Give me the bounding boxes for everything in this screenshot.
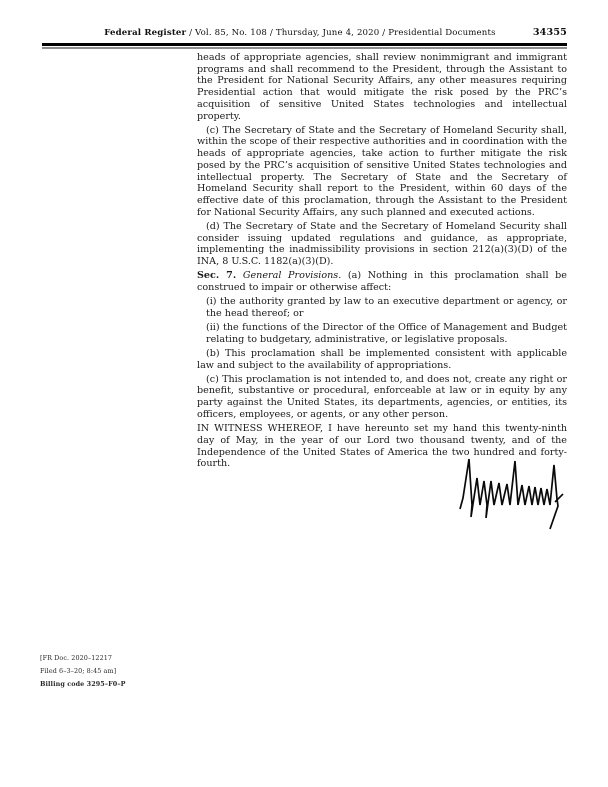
- page-header: [42, 27, 567, 38]
- paragraph-b-implementation: (b) This proclamation shall be implemented consistent with applicable law and subject to the availability of appropriations.: [197, 347, 567, 371]
- paragraph-sec7-general-provisions: [197, 270, 567, 293]
- billing-code-line: Billing code 3295–F0–P: [40, 680, 126, 689]
- paragraph-in-witness-whereof: IN WITNESS WHEREOF, I have hereunto set my hand this twenty-ninth day of May, in the year of our Lord two thousand twenty, and of the Independence of the United States of America the two hundred and forty-fourth.: [197, 423, 567, 470]
- fr-doc-line: [FR Doc. 2020–12217: [40, 654, 113, 662]
- header-title: [42, 28, 533, 38]
- header-rule-thick: [42, 43, 567, 46]
- document-body: [197, 52, 567, 472]
- page-number: 34355: [532, 27, 567, 38]
- clause-ii-omb-functions: (ii) the functions of the Director of the Office of Management and Budget relating to budgetary, administrative, or legislative proposals.: [206, 321, 567, 345]
- paragraph-continuation: heads of appropriate agencies, shall review nonimmigrant and immigrant programs and shall recommend to the President, through the Assistant to the President for National Security Affairs, any other measures requiring Presidential action that would mitigate the risk posed by the PRC’s acquisition of sensitive United States technologies and intellectual property.: [197, 52, 567, 122]
- section-number: Sec. 7.: [197, 270, 237, 282]
- filing-footer: [40, 652, 126, 692]
- journal-name: Federal Register: [104, 28, 187, 38]
- issue-info: / Vol. 85, No. 108 / Thursday, June 4, 2020 / Presidential Documents: [186, 28, 496, 38]
- section-title: General Provisions.: [236, 270, 342, 282]
- paragraph-c-secretaries-action: (c) The Secretary of State and the Secretary of Homeland Security shall, within the scope of their respective authorities and in coordination with the heads of appropriate agencies, take action to further mitigate the risk posed by the PRC’s acquisition of sensitive United States technologies and intellectual property. The Secretary of State and the Secretary of Homeland Security shall report to the President, within 60 days of the effective date of this proclamation, through the Assistant to the President for National Security Affairs, any such planned and executed actions.: [197, 124, 567, 218]
- paragraph-c-no-rights: (c) This proclamation is not intended to, and does not, create any right or benefit, substantive or procedural, enforceable at law or in equity by any party against the United States, its departments, agencies, or entities, its officers, employees, or agents, or any other person.: [197, 373, 567, 420]
- paragraph-d-regulations: (d) The Secretary of State and the Secretary of Homeland Security shall consider issuing updated regulations and guidance, as appropriate, implementing the inadmissibility provisions in section 212(a)(3)(D) of the INA, 8 U.S.C. 1182(a)(3)(D).: [197, 220, 567, 267]
- presidential-signature: [448, 451, 572, 535]
- clause-i-authority: (i) the authority granted by law to an executive department or agency, or the head thereof; or: [206, 296, 567, 319]
- filed-line: Filed 6–3–20; 8:45 am]: [40, 667, 117, 676]
- header-rule-thin: [42, 47, 567, 49]
- section-text: (a) Nothing in this proclamation shall be construed to impair or otherwise affect:: [197, 270, 567, 293]
